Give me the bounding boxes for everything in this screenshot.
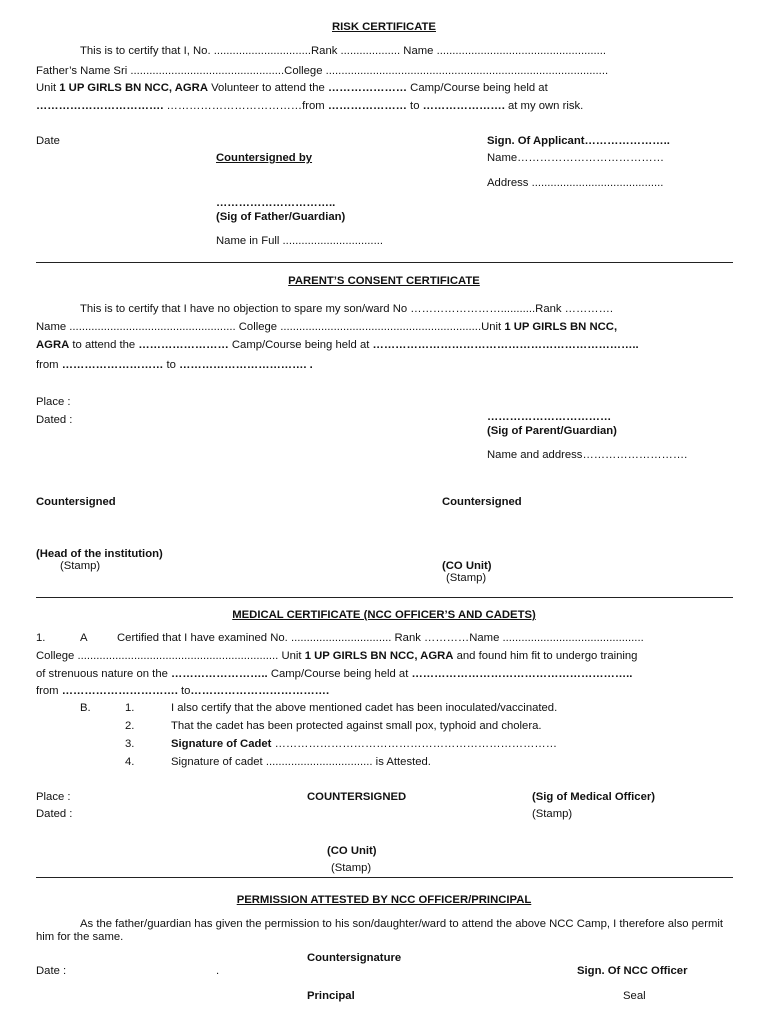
risk-line-1: This is to certify that I, No. ...............................Rank ................... Name ...................................................... bbox=[80, 45, 607, 57]
consent-line-4-c: to bbox=[166, 359, 180, 371]
consent-line-3-a: AGRA bbox=[36, 339, 70, 351]
consent-certificate-heading: PARENT’S CONSENT CERTIFICATE bbox=[288, 275, 480, 287]
medical-line-3-d: ………………………………………………….. bbox=[411, 668, 633, 680]
medical-item-3-text bbox=[171, 738, 557, 750]
medical-co-unit: (CO Unit) bbox=[327, 845, 377, 857]
risk-line-4-a: ……………………………. bbox=[36, 100, 164, 112]
risk-line-4-b: ………………………………from bbox=[163, 100, 328, 112]
medical-line-4 bbox=[36, 685, 329, 697]
divider-2 bbox=[36, 597, 733, 598]
medical-place-label: Place : bbox=[36, 791, 71, 803]
medical-item-1-num: 1. bbox=[125, 702, 135, 714]
countersigned-left: Countersigned bbox=[36, 496, 116, 508]
name-in-full-field: Name in Full ................................ bbox=[216, 235, 383, 247]
signature-of-cadet-label: Signature of Cadet bbox=[171, 738, 272, 750]
medical-line-3-b: …………………….. bbox=[171, 668, 268, 680]
sig-parent-guardian: (Sig of Parent/Guardian) bbox=[487, 425, 617, 437]
consent-line-2-a: Name ..................................................... College ................................................................Unit bbox=[36, 321, 505, 333]
father-signature-line: ………………………….. bbox=[216, 197, 336, 209]
countersignature-label: Countersignature bbox=[307, 952, 402, 964]
consent-unit-name: 1 UP GIRLS BN NCC, bbox=[504, 321, 618, 333]
medical-line-2-a: College ................................................................ Unit bbox=[36, 650, 305, 662]
sig-medical-officer: (Sig of Medical Officer) bbox=[532, 791, 656, 803]
medical-unit-name: 1 UP GIRLS BN NCC, AGRA bbox=[304, 650, 454, 662]
medical-item-2-num: 2. bbox=[125, 720, 135, 732]
medical-stamp-right: (Stamp) bbox=[532, 808, 573, 820]
divider-1 bbox=[36, 262, 733, 263]
medical-item-4-num: 4. bbox=[125, 756, 135, 768]
medical-line-4-b: …………………………. bbox=[61, 685, 181, 697]
consent-line-4-d: ……………………………. . bbox=[179, 359, 313, 371]
risk-line-3-e: Camp/Course being held at bbox=[407, 82, 548, 94]
consent-stamp-right: (Stamp) bbox=[446, 572, 487, 584]
consent-line-1: This is to certify that I have no objection to spare my son/ward No ……………………...........Rank …………. bbox=[80, 303, 614, 315]
risk-line-3-d: ………………… bbox=[327, 82, 408, 94]
head-of-institution: (Head of the institution) bbox=[36, 548, 163, 560]
medical-line-4-c: to bbox=[180, 685, 191, 697]
name-and-address-field: Name and address………………………. bbox=[487, 449, 688, 461]
principal-label: Principal bbox=[307, 990, 355, 1002]
medical-stamp-center: (Stamp) bbox=[331, 862, 372, 874]
consent-line-3 bbox=[36, 339, 639, 351]
medical-line-4-d: ………………………………. bbox=[190, 685, 330, 697]
sig-father-guardian: (Sig of Father/Guardian) bbox=[216, 211, 346, 223]
countersigned-right: Countersigned bbox=[442, 496, 522, 508]
risk-line-4 bbox=[36, 100, 583, 112]
divider-3 bbox=[36, 877, 733, 878]
permission-date-dot: . bbox=[216, 965, 220, 977]
consent-line-4-b: ……………………… bbox=[61, 359, 167, 371]
risk-line-4-d: to bbox=[406, 100, 423, 112]
medical-line-3-c: Camp/Course being held at bbox=[267, 668, 412, 680]
risk-line-3-c: Volunteer to attend the bbox=[208, 82, 328, 94]
permission-date-label: Date : bbox=[36, 965, 67, 977]
medical-num-1: 1. bbox=[36, 632, 46, 644]
consent-line-2 bbox=[36, 321, 617, 333]
risk-line-3-a: Unit bbox=[36, 82, 60, 94]
permission-paragraph: As the father/guardian has given the permission to his son/daughter/ward to attend the above NCC Camp, I therefore also permit him for the same. bbox=[36, 918, 724, 943]
consent-line-4 bbox=[36, 359, 313, 371]
permission-heading: PERMISSION ATTESTED BY NCC OFFICER/PRINCIPAL bbox=[236, 894, 532, 906]
risk-line-3 bbox=[36, 82, 548, 94]
risk-certificate-heading: RISK CERTIFICATE bbox=[332, 21, 436, 33]
consent-line-4-a: from bbox=[36, 359, 62, 371]
risk-line-4-e: …………………. bbox=[422, 100, 505, 112]
medical-item-3-num: 3. bbox=[125, 738, 135, 750]
consent-co-unit: (CO Unit) bbox=[442, 560, 492, 572]
medical-item-1-text: I also certify that the above mentioned cadet has been inoculated/vaccinated. bbox=[171, 702, 558, 714]
consent-line-3-d: Camp/Course being held at bbox=[228, 339, 373, 351]
medical-line-2 bbox=[36, 650, 637, 662]
risk-date-label: Date bbox=[36, 135, 60, 147]
parent-signature-line: …………………………… bbox=[487, 411, 612, 423]
medical-item-4-text: Signature of cadet .................................. is Attested. bbox=[171, 756, 431, 768]
consent-line-3-c: …………………… bbox=[138, 339, 229, 351]
seal-label: Seal bbox=[623, 990, 646, 1002]
medical-certificate-heading: MEDICAL CERTIFICATE (NCC OFFICER’S AND CADETS) bbox=[232, 609, 536, 621]
risk-line-4-c: ………………… bbox=[327, 100, 407, 112]
medical-line-1: Certified that I have examined No. ................................ Rank …………Name ............................................. bbox=[117, 632, 644, 644]
risk-name-field: Name………………………………… bbox=[487, 152, 664, 164]
signature-of-cadet-dots: ………………………………………………………………… bbox=[271, 738, 557, 750]
unit-name: 1 UP GIRLS BN NCC, AGRA bbox=[59, 82, 208, 94]
consent-dated-label: Dated : bbox=[36, 414, 73, 426]
medical-countersigned: COUNTERSIGNED bbox=[307, 791, 407, 803]
risk-address-field: Address .......................................... bbox=[487, 177, 664, 189]
consent-place-label: Place : bbox=[36, 396, 71, 408]
medical-line-4-a: from bbox=[36, 685, 62, 697]
risk-sign-applicant: Sign. Of Applicant………………….. bbox=[487, 135, 670, 147]
medical-dated-label: Dated : bbox=[36, 808, 73, 820]
medical-line-2-c: and found him fit to undergo training bbox=[453, 650, 638, 662]
consent-line-3-b: to attend the bbox=[69, 339, 139, 351]
countersigned-by-label: Countersigned by bbox=[216, 152, 313, 164]
medical-item-2-text: That the cadet has been protected against small pox, typhoid and cholera. bbox=[171, 720, 542, 732]
medical-letter-b: B. bbox=[80, 702, 91, 714]
consent-line-3-e: …………………………………………………………….. bbox=[372, 339, 639, 351]
medical-line-3 bbox=[36, 668, 632, 680]
risk-line-2: Father’s Name Sri .................................................College .......................................................................................... bbox=[36, 65, 609, 77]
medical-letter-a: A bbox=[80, 632, 88, 644]
medical-line-3-a: of strenuous nature on the bbox=[36, 668, 172, 680]
sign-ncc-officer: Sign. Of NCC Officer bbox=[577, 965, 688, 977]
risk-line-4-f: at my own risk. bbox=[504, 100, 584, 112]
consent-stamp-left: (Stamp) bbox=[60, 560, 101, 572]
